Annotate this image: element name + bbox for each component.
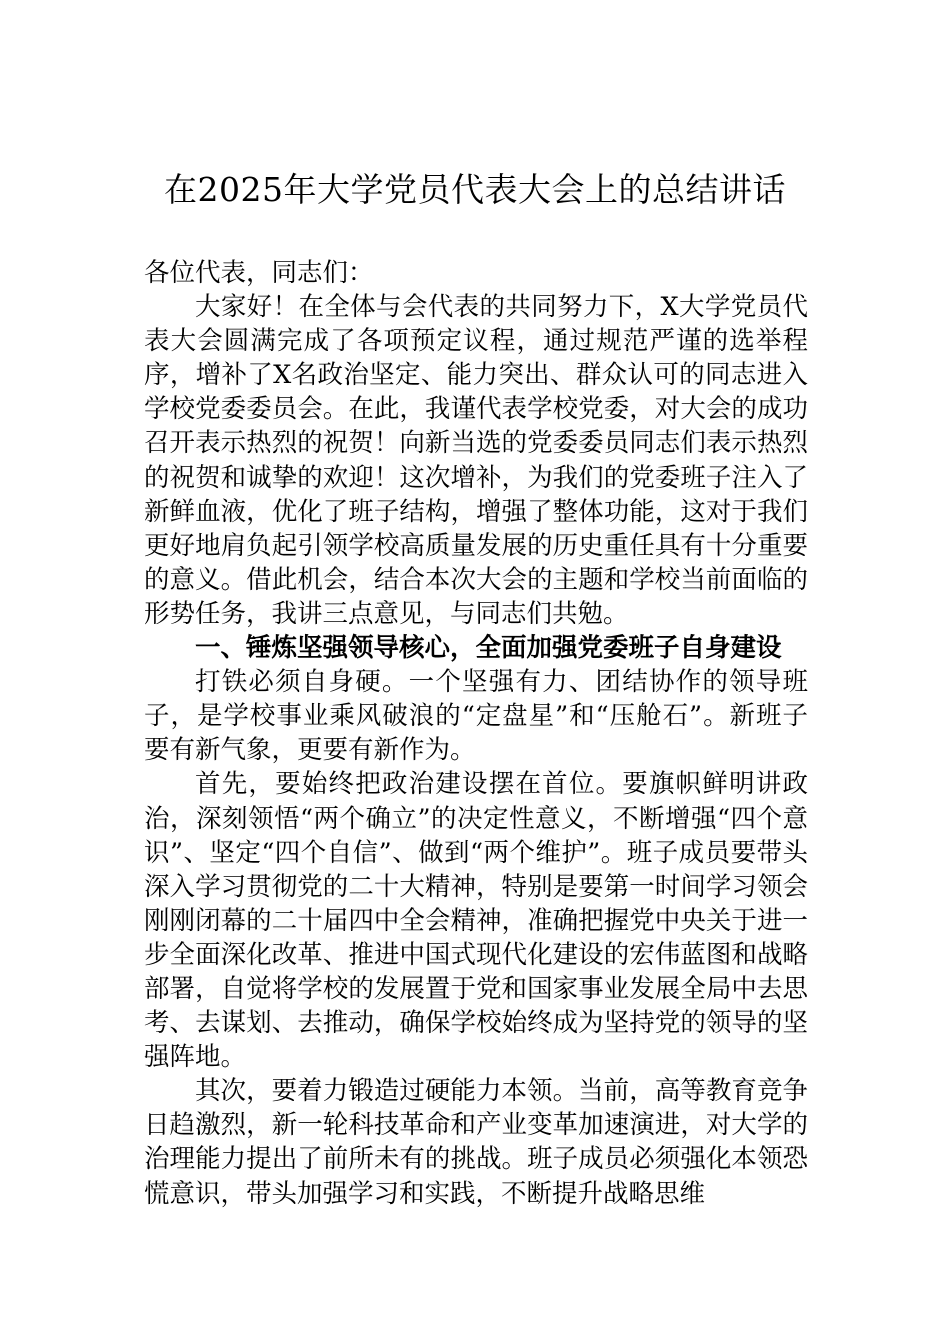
paragraph-section-intro: 打铁必须自身硬。一个坚强有力、团结协作的领导班子，是学校事业乘风破浪的“定盘星”和“压舱石”。新班子要有新气象，更要有新作为。 bbox=[144, 667, 808, 766]
salutation: 各位代表，同志们： bbox=[144, 258, 374, 288]
document-body bbox=[144, 256, 808, 1211]
paragraph-first-point: 首先，要始终把政治建设摆在首位。要旗帜鲜明讲政治，深刻领悟“两个确立”的决定性意义，不断增强“四个意识”、坚定“四个自信”、做到“两个维护”。班子成员要带头深入学习贯彻党的二十大精神，特别是要第一时间学习领会刚刚闭幕的二十届四中全会精神，准确把握党中央关于进一步全面深化改革、推进中国式现代化建设的宏伟蓝图和战略部署，自觉将学校的发展置于党和国家事业发展全局中去思考、去谋划、去推动，确保学校始终成为坚持党的领导的坚强阵地。 bbox=[144, 769, 808, 1073]
paragraph-second-point: 其次，要着力锻造过硬能力本领。当前，高等教育竞争日趋激烈，新一轮科技革命和产业变革加速演进，对大学的治理能力提出了前所未有的挑战。班子成员必须强化本领恐慌意识，带头加强学习和实践，不断提升战略思维 bbox=[144, 1076, 808, 1209]
document-title: 在2025年大学党员代表大会上的总结讲话 bbox=[164, 170, 786, 209]
section-heading-1: 一、锤炼坚强领导核心，全面加强党委班子自身建设 bbox=[195, 633, 782, 664]
paragraph-opening: 大家好！在全体与会代表的共同努力下，X大学党员代表大会圆满完成了各项预定议程，通过规范严谨的选举程序，增补了X名政治坚定、能力突出、群众认可的同志进入学校党委委员会。在此，我谨代表学校党委，对大会的成功召开表示热烈的祝贺！向新当选的党委委员同志们表示热烈的祝贺和诚挚的欢迎！这次增补，为我们的党委班子注入了新鲜血液，优化了班子结构，增强了整体功能，这对于我们更好地肩负起引领学校高质量发展的历史重任具有十分重要的意义。借此机会，结合本次大会的主题和学校当前面临的形势任务，我讲三点意见，与同志们共勉。 bbox=[144, 292, 808, 629]
